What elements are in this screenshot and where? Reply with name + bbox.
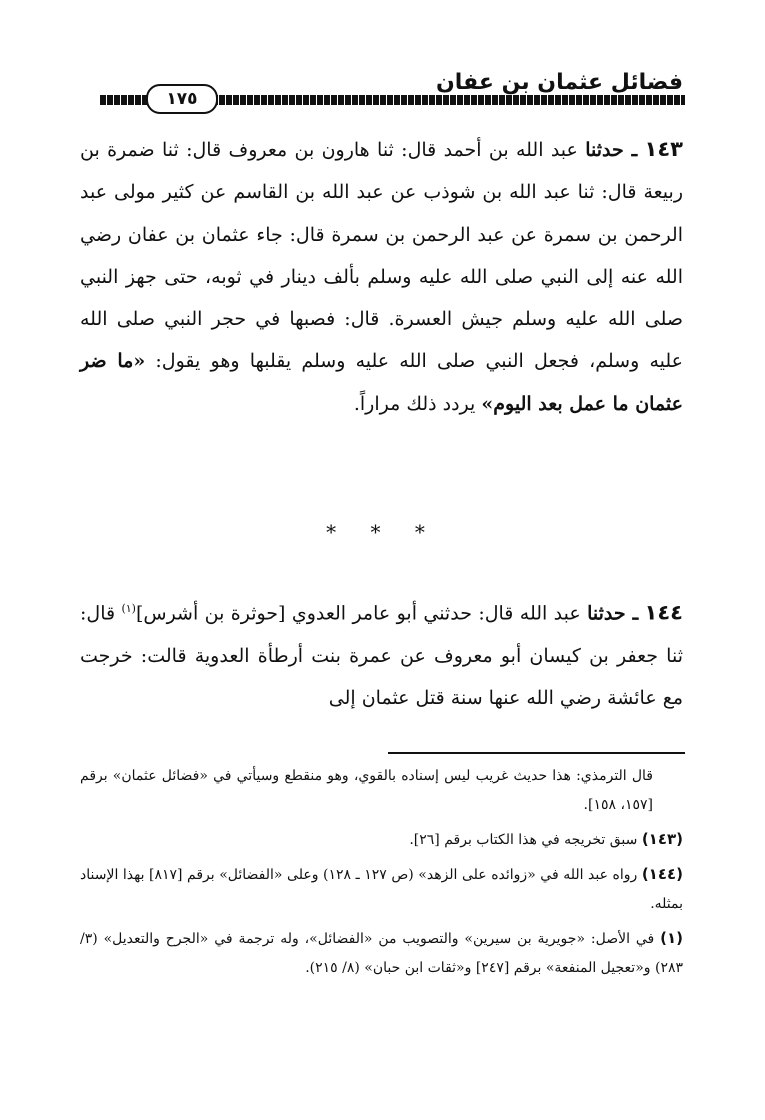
footnote-ref: (١)	[121, 602, 136, 615]
hadith-text-end: يردد ذلك مراراً.	[353, 392, 476, 415]
hadith-143	[80, 128, 683, 425]
footnote-text: في الأصل: «جويرية بن سيرين» والتصويب من «الفضائل»، وله ترجمة في «الجرح والتعديل» (٣/ ٢٨٣) و«تعجيل المنفعة» برقم [٢٤٧] و«ثقات ابن حبان» (٨/ ٢١٥).	[80, 931, 683, 976]
footnote-rule	[388, 752, 685, 754]
hadith-number: ١٤٤	[644, 600, 683, 625]
running-title: فضائل عثمان بن عفان	[436, 70, 683, 95]
hadith-number: ١٤٣	[644, 137, 683, 161]
footnotes	[80, 762, 683, 988]
hadith-text-end: قال: ثنا جعفر بن كيسان أبو معروف عن عمرة بنت أرطأة العدوية قالت: خرجت مع عائشة رضي الله عنها سنة قتل عثمان إلى	[80, 602, 683, 709]
section-separator: * * *	[326, 520, 439, 544]
hadith-text: عبد الله بن أحمد قال: ثنا هارون بن معروف قال: ثنا ضمرة بن ربيعة قال: ثنا عبد الله بن شوذب عن عبد الله بن القاسم عن كثير مولى عبد الرحمن بن سمرة عن عبد الرحمن بن سمرة قال: جاء عثمان بن عفان رضي الله عنه إلى النبي صلى الله عليه وسلم بألف دينار في ثوبه، حتى جهز النبي صلى الله عليه وسلم جيش العسرة. قال: فصبها في حجر النبي صلى الله عليه وسلم، فجعل النبي صلى الله عليه وسلم يقلبها وهو يقول:	[80, 139, 683, 373]
footnote-144	[80, 860, 683, 919]
footnote-continuation: قال الترمذي: هذا حديث غريب ليس إسناده بالقوي، وهو منقطع وسيأتي في «فضائل عثمان» برقم [١٥٧، ١٥٨].	[80, 768, 653, 813]
footnote-1	[80, 924, 683, 983]
hadith-opener: ـ حدثنا	[587, 602, 639, 625]
footnote-text: سبق تخريجه في هذا الكتاب برقم [٢٦].	[409, 832, 638, 848]
footnote-143	[80, 825, 683, 855]
footnote-label: (١٤٣)	[641, 830, 683, 848]
footnote-text: رواه عبد الله في «زوائده على الزهد» (ص ١٢٧ ـ ١٢٨) وعلى «الفضائل» برقم [٨١٧] بهذا الإسناد بمثله.	[80, 867, 683, 912]
page-number: ١٧٥	[146, 84, 218, 114]
footnote-label: (١)	[660, 929, 683, 947]
hadith-opener: ـ حدثنا	[585, 139, 638, 161]
hadith-text: عبد الله قال: حدثني أبو عامر العدوي [حوثرة بن أشرس]	[135, 602, 581, 625]
hadith-quote: «ما ضر عثمان ما عمل بعد اليوم»	[80, 350, 683, 415]
footnote-label: (١٤٤)	[641, 865, 683, 883]
hadith-144	[80, 588, 683, 719]
